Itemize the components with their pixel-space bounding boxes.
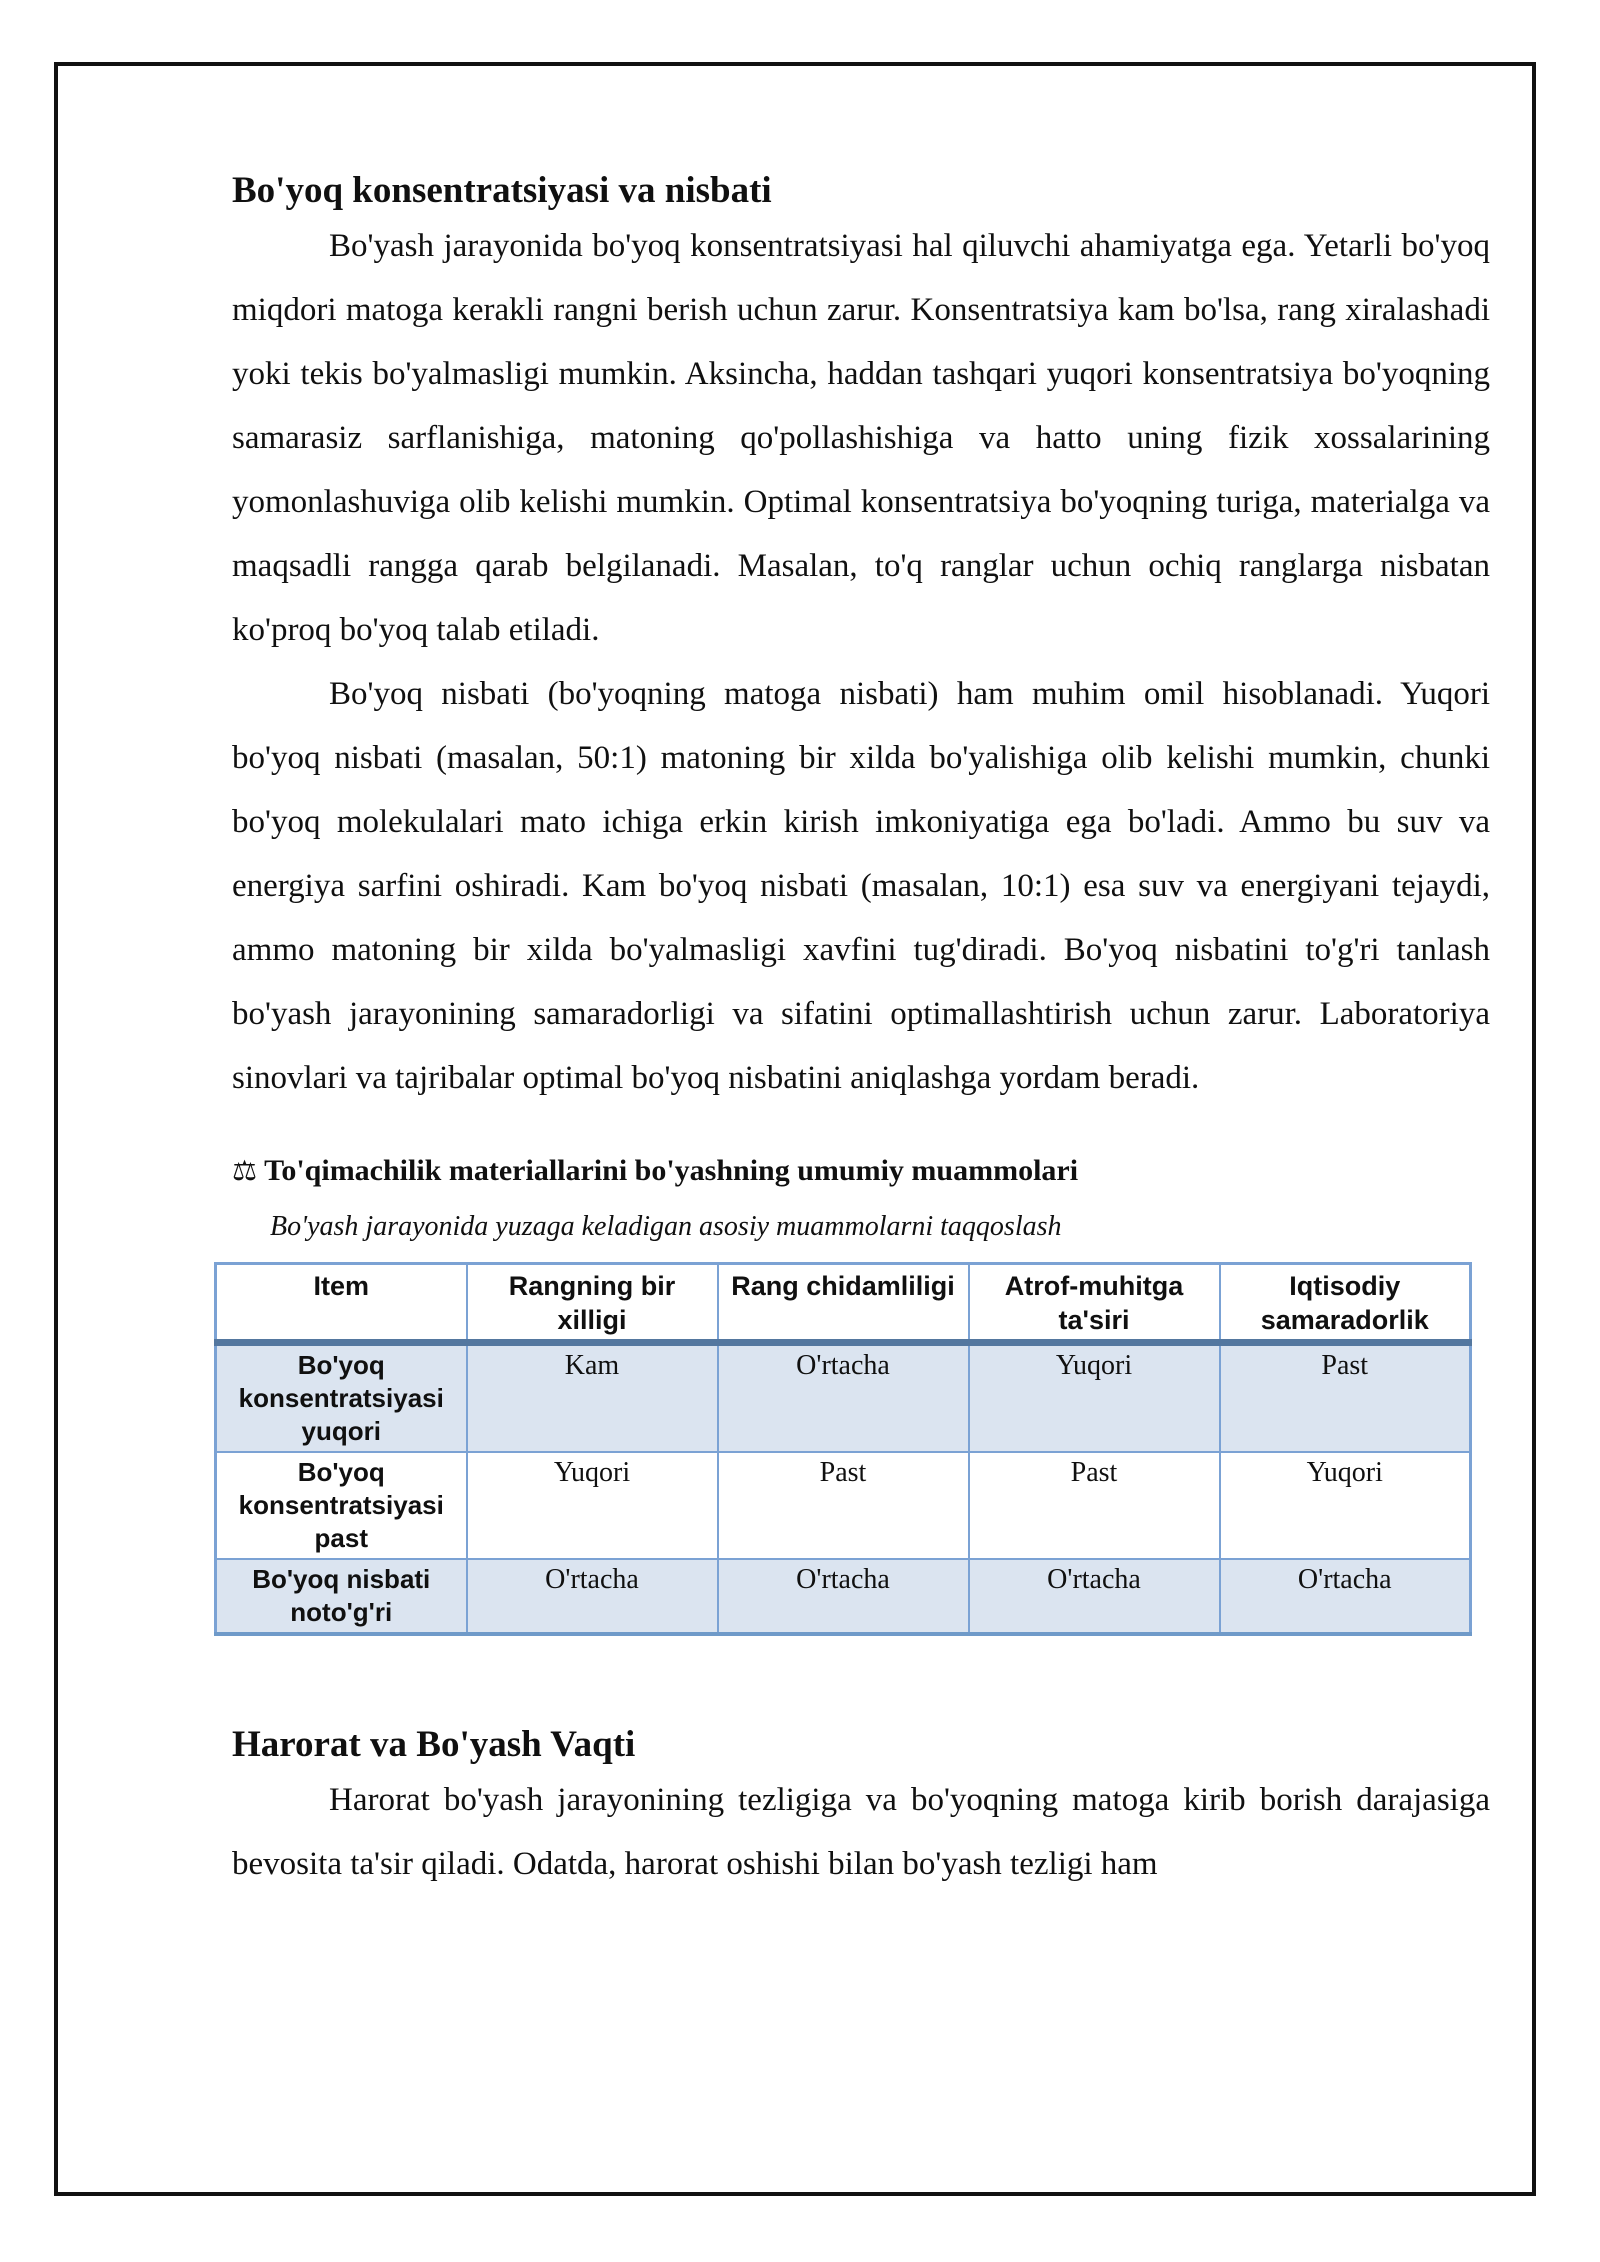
table-cell: Past bbox=[1220, 1343, 1471, 1453]
comparison-table bbox=[214, 1262, 1472, 1636]
table-cell: O'rtacha bbox=[1220, 1559, 1471, 1634]
row-item-label: Bo'yoq nisbati noto'g'ri bbox=[216, 1559, 467, 1634]
table-row bbox=[216, 1452, 1471, 1559]
column-header-color-uniformity: Rangning bir xilligi bbox=[467, 1264, 718, 1343]
section-heading-temperature: Harorat va Bo'yash Vaqti bbox=[232, 1724, 636, 1765]
table-cell: Yuqori bbox=[969, 1343, 1220, 1453]
table-cell: Past bbox=[969, 1452, 1220, 1559]
row-item-label: Bo'yoq konsentratsiyasi yuqori bbox=[216, 1343, 467, 1453]
table-cell: O'rtacha bbox=[718, 1559, 969, 1634]
column-header-item: Item bbox=[216, 1264, 467, 1343]
table-cell: O'rtacha bbox=[969, 1559, 1220, 1634]
table-row bbox=[216, 1559, 1471, 1634]
table-cell: Yuqori bbox=[467, 1452, 718, 1559]
column-header-economic-efficiency: Iqtisodiy samaradorlik bbox=[1220, 1264, 1471, 1343]
table-cell: O'rtacha bbox=[467, 1559, 718, 1634]
table-cell: O'rtacha bbox=[718, 1343, 969, 1453]
scales-icon: ⚖ bbox=[232, 1154, 258, 1187]
table-row bbox=[216, 1343, 1471, 1453]
paragraph-dye-concentration: Bo'yash jarayonida bo'yoq konsentratsiyasi hal qiluvchi ahamiyatga ega. Yetarli bo'yoq miqdori matoga kerakli rangni berish uchun zarur. Konsentratsiya kam bo'lsa, rang xiralashadi yoki tekis bo'yalmasligi mumkin. Aksincha, haddan tashqari yuqori konsentratsiya bo'yoqning samarasiz sarflanishiga, matoning qo'pollashishiga va hatto uning fizik xossalarining yomonlashuviga olib kelishi mumkin. Optimal konsentratsiya bo'yoqning turiga, materialga va maqsadli rangga qarab belgilanadi. Masalan, to'q ranglar uchun ochiq ranglarga nisbatan ko'proq bo'yoq talab etiladi. bbox=[232, 228, 1490, 648]
page-content bbox=[58, 168, 1532, 1896]
table-cell: Yuqori bbox=[1220, 1452, 1471, 1559]
document-title: Bo'yoq konsentratsiyasi va nisbati bbox=[232, 170, 772, 211]
section-heading-problems-label: To'qimachilik materiallarini bo'yashning umumiy muammolari bbox=[264, 1154, 1079, 1187]
column-header-color-fastness: Rang chidamliligi bbox=[718, 1264, 969, 1343]
section-heading-problems bbox=[232, 1152, 1490, 1190]
page-border bbox=[54, 62, 1536, 2196]
table-caption: Bo'yash jarayonida yuzaga keladigan asosiy muammolarni taqqoslash bbox=[270, 1211, 1062, 1242]
paragraph-dye-ratio: Bo'yoq nisbati (bo'yoqning matoga nisbati) ham muhim omil hisoblanadi. Yuqori bo'yoq nisbati (masalan, 50:1) matoning bir xilda bo'yalishiga olib kelishi mumkin, chunki bo'yoq molekulalari mato ichiga erkin kirish imkoniyatiga ega bo'ladi. Ammo bu suv va energiya sarfini oshiradi. Kam bo'yoq nisbati (masalan, 10:1) esa suv va energiyani tejaydi, ammo matoning bir xilda bo'yalmasligi xavfini tug'diradi. Bo'yoq nisbatini to'g'ri tanlash bo'yash jarayonining samaradorligi va sifatini optimallashtirish uchun zarur. Laboratoriya sinovlari va tajribalar optimal bo'yoq nisbatini aniqlashga yordam beradi. bbox=[232, 676, 1490, 1096]
paragraph-temperature: Harorat bo'yash jarayonining tezligiga va bo'yoqning matoga kirib borish darajasiga bevosita ta'sir qiladi. Odatda, harorat oshishi bilan bo'yash tezligi ham bbox=[232, 1782, 1490, 1882]
row-item-label: Bo'yoq konsentratsiyasi past bbox=[216, 1452, 467, 1559]
table-header-row bbox=[216, 1264, 1471, 1343]
column-header-environmental-impact: Atrof-muhitga ta'siri bbox=[969, 1264, 1220, 1343]
table-cell: Past bbox=[718, 1452, 969, 1559]
table-cell: Kam bbox=[467, 1343, 718, 1453]
